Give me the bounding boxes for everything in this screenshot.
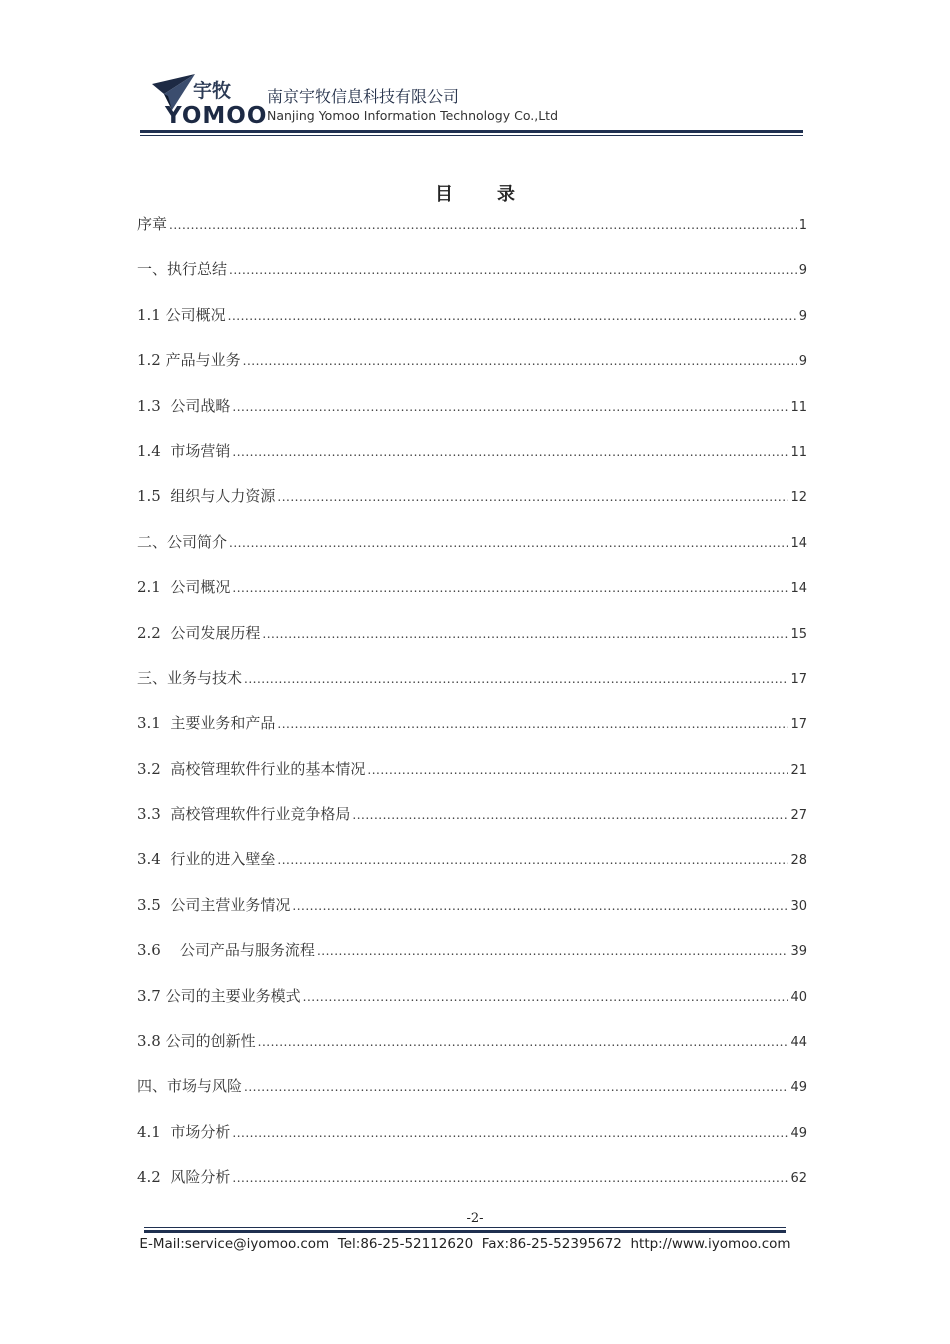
toc-entry-label: 3.8 公司的创新性 [137, 1032, 256, 1051]
toc-entry[interactable] [137, 1120, 807, 1165]
toc-dot-leader [232, 394, 788, 419]
toc-entry[interactable] [137, 303, 807, 348]
toc-entry[interactable] [137, 893, 807, 938]
toc-entry-page: 9 [798, 263, 807, 279]
toc-entry-label: 4.1 市场分析 [137, 1122, 231, 1141]
toc-entry[interactable] [137, 621, 807, 666]
toc-entry[interactable] [137, 394, 807, 439]
toc-entry-label: 3.2 高校管理软件行业的基本情况 [137, 759, 366, 778]
toc-entry-page: 17 [790, 671, 807, 687]
toc-entry-page: 40 [790, 989, 807, 1005]
toc-dot-leader [232, 439, 788, 464]
toc-dot-leader [243, 348, 797, 373]
toc-entry-page: 39 [790, 944, 807, 960]
toc-entry-label: 3.6 公司产品与服务流程 [137, 941, 315, 960]
toc-entry[interactable] [137, 530, 807, 575]
toc-entry[interactable] [137, 575, 807, 620]
toc-entry-page: 49 [790, 1125, 807, 1141]
toc-dot-leader [232, 1165, 788, 1190]
toc-entry-label: 一、执行总结 [137, 260, 228, 279]
toc-entry-label: 4.2 风险分析 [137, 1168, 231, 1187]
toc-entry-label: 1.2 产品与业务 [137, 351, 241, 370]
toc-entry-page: 9 [798, 308, 807, 324]
toc-entry[interactable] [137, 439, 807, 484]
toc-entry[interactable] [137, 257, 807, 302]
toc-entry-page: 30 [790, 898, 807, 914]
toc-entry-label: 序章 [137, 215, 168, 233]
toc-dot-leader [292, 893, 788, 918]
footer-divider [144, 1230, 786, 1233]
toc-entry-label: 3.1 主要业务和产品 [137, 714, 276, 733]
toc-entry-page: 62 [790, 1171, 807, 1187]
page-header [0, 0, 950, 140]
toc-dot-leader [367, 757, 788, 782]
toc-entry-page: 14 [790, 535, 807, 551]
toc-dot-leader [232, 1120, 788, 1145]
toc-entry[interactable] [137, 847, 807, 892]
toc-entry-label: 二、公司简介 [137, 532, 228, 551]
logo-english-name: YOMOO [165, 103, 268, 129]
toc-entry-label: 3.5 公司主营业务情况 [137, 895, 291, 914]
toc-entry-label: 1.1 公司概况 [137, 305, 226, 324]
toc-dot-leader [228, 303, 797, 328]
toc-entry-page: 1 [798, 218, 807, 233]
toc-dot-leader [229, 530, 788, 555]
toc-entry-page: 49 [790, 1080, 807, 1096]
toc-entry-label: 1.3 公司战略 [137, 396, 231, 415]
toc-dot-leader [277, 484, 788, 509]
toc-dot-leader [169, 212, 797, 237]
toc-entry-label: 3.7 公司的主要业务模式 [137, 986, 301, 1005]
toc-entry-page: 27 [790, 808, 807, 824]
page-number: -2- [466, 1211, 484, 1226]
toc-dot-leader [229, 257, 797, 282]
toc-entry-page: 21 [790, 762, 807, 778]
toc-entry-label: 四、市场与风险 [137, 1077, 243, 1096]
toc-entry-label: 1.4 市场营销 [137, 441, 231, 460]
footer-divider-thin [144, 1227, 786, 1228]
toc-entry[interactable] [137, 484, 807, 529]
toc-entry-label: 三、业务与技术 [137, 668, 243, 687]
table-of-contents [137, 212, 807, 1211]
toc-entry[interactable] [137, 1074, 807, 1119]
company-name-english: Nanjing Yomoo Information Technology Co.,Ltd [267, 108, 559, 123]
toc-dot-leader [277, 711, 788, 736]
toc-entry[interactable] [137, 1165, 807, 1210]
toc-entry-page: 11 [790, 399, 807, 415]
toc-entry-page: 11 [790, 444, 807, 460]
toc-entry[interactable] [137, 984, 807, 1029]
toc-entry[interactable] [137, 938, 807, 983]
toc-entry[interactable] [137, 212, 807, 257]
toc-entry-page: 12 [790, 490, 807, 506]
toc-entry-page: 14 [790, 581, 807, 597]
toc-entry[interactable] [137, 1029, 807, 1074]
toc-dot-leader [244, 666, 788, 691]
company-name-chinese: 南京宇牧信息科技有限公司 [267, 87, 460, 106]
header-divider [140, 130, 803, 133]
toc-entry[interactable] [137, 757, 807, 802]
toc-entry-page: 15 [790, 626, 807, 642]
toc-entry-page: 28 [790, 853, 807, 869]
toc-entry-label: 3.4 行业的进入壁垒 [137, 850, 276, 869]
toc-dot-leader [277, 847, 788, 872]
toc-dot-leader [262, 621, 788, 646]
toc-entry-label: 1.5 组织与人力资源 [137, 487, 276, 506]
logo-chinese-name: 宇牧 [193, 80, 232, 102]
toc-dot-leader [352, 802, 788, 827]
toc-dot-leader [303, 984, 789, 1009]
toc-dot-leader [244, 1074, 788, 1099]
toc-entry[interactable] [137, 348, 807, 393]
toc-entry-label: 2.2 公司发展历程 [137, 623, 261, 642]
toc-dot-leader [317, 938, 789, 963]
footer-contact-info: E-Mail:service@iyomoo.com Tel:86-25-52112620 Fax:86-25-52395672 http://www.iyomoo.com [139, 1236, 791, 1252]
toc-dot-leader [258, 1029, 789, 1054]
toc-entry[interactable] [137, 711, 807, 756]
toc-entry-page: 17 [790, 717, 807, 733]
toc-entry[interactable] [137, 666, 807, 711]
toc-entry-label: 2.1 公司概况 [137, 578, 231, 597]
toc-entry-label: 3.3 高校管理软件行业竞争格局 [137, 805, 351, 824]
toc-entry[interactable] [137, 802, 807, 847]
toc-dot-leader [232, 575, 788, 600]
header-divider-thin [140, 135, 803, 136]
toc-entry-page: 9 [798, 354, 807, 370]
toc-entry-page: 44 [790, 1035, 807, 1051]
toc-title: 目录 [435, 184, 559, 205]
